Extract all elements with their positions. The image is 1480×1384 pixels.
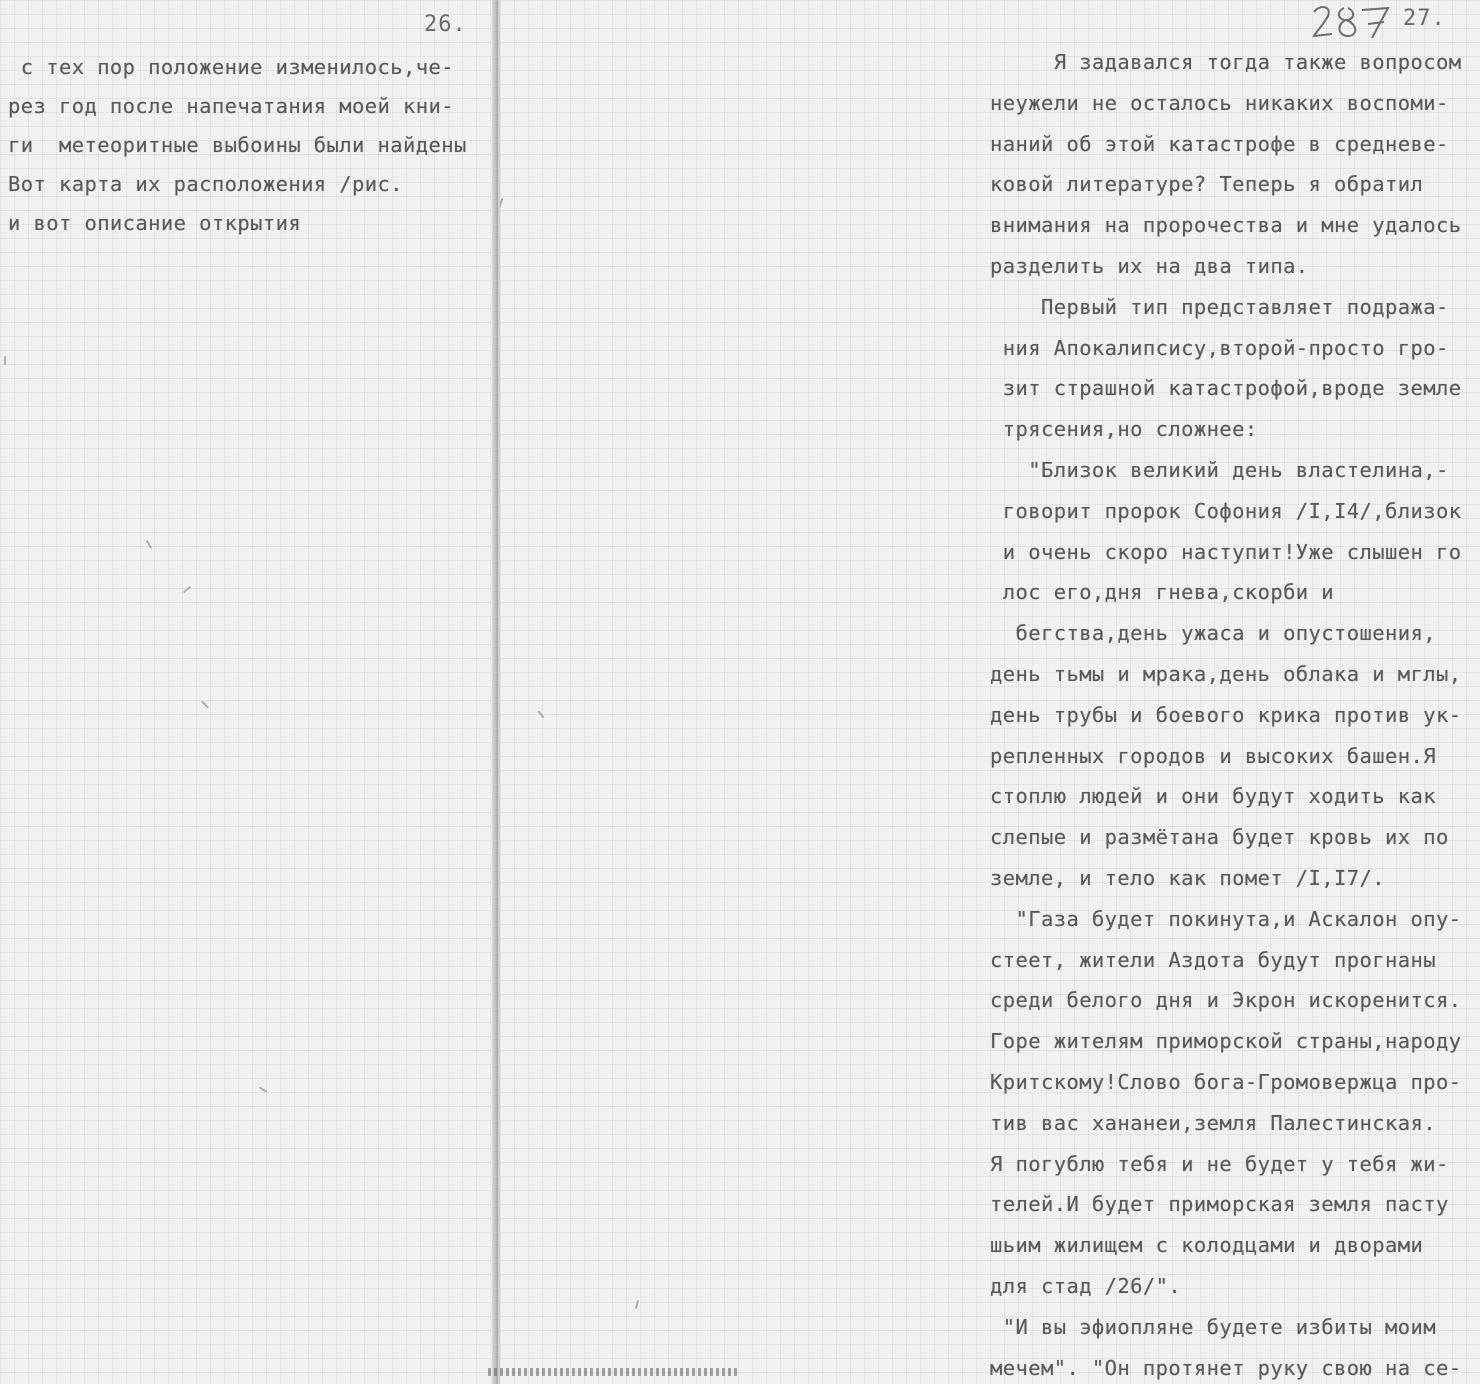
left-page-text [8,48,496,243]
text-line: слепые и размётана будет кровь их по [990,825,1449,850]
text-line: Первый тип представляет подража- [990,294,1449,319]
text-line: зит страшной катастрофой,вроде земле [990,376,1462,401]
left-page [0,0,496,1384]
text-line: телей.И будет приморская земля пасту [990,1192,1449,1217]
page-number-right: 27. [1403,6,1446,31]
text-line: день трубы и боевого крика против ук- [990,702,1462,727]
text-line: земле, и тело как помет /I,I7/. [990,865,1386,890]
page-number-left: 26. [424,12,467,37]
text-line: Критскому!Слово бога-Громовержца про- [990,1069,1462,1094]
speck [4,356,6,365]
text-line: и вот описание открытия [8,211,302,235]
text-line: ковой литературе? Теперь я обратил [990,172,1424,197]
text-line: "Газа будет покинута,и Аскалон опу- [990,906,1462,931]
text-line: бегства,день ужаса и опустошения, [990,621,1436,646]
text-line: день тьмы и мрака,день облака и мглы, [990,661,1462,686]
speck [259,1086,268,1092]
text-line: "Близок великий день властелина,- [990,457,1449,482]
text-line: тив вас хананеи,земля Палестинская. [990,1110,1436,1135]
ink-smudge [488,1368,738,1376]
text-line: стоплю людей и они будут ходить как [990,784,1436,809]
text-line: и очень скоро наступит!Уже слышен го [990,539,1462,564]
speck [183,586,191,593]
right-page [500,0,1480,1384]
text-line: внимания на пророчества и мне удалось [990,213,1462,238]
text-line: разделить их на два типа. [990,253,1309,278]
text-line: ния Апокалипсису,второй-просто гро- [990,335,1449,360]
text-line: наний об этой катастрофе в средневе- [990,131,1449,156]
text-line: стеет, жители Аздота будут прогнаны [990,947,1436,972]
speck [500,198,503,207]
text-line: для стад /26/". [990,1273,1182,1298]
speck [201,701,209,709]
archive-number-handwritten [1310,2,1392,42]
text-line: неужели не осталось никаких воспоми- [990,90,1449,115]
text-line: шьим жилищем с колодцами и дворами [990,1233,1424,1258]
text-line: Вот карта их расположения /рис. [8,172,404,196]
text-line: лос его,дня гнева,скорби и [990,580,1335,605]
text-line: с тех пор положение изменилось,че- [8,55,454,79]
text-line: трясения,но сложнее: [990,417,1258,442]
text-line: Я задавался тогда также вопросом [990,50,1462,74]
text-line: рез год после напечатания моей кни- [8,94,454,118]
text-line: репленных городов и высоких башен.Я [990,743,1436,768]
speck [635,1300,639,1309]
text-line: Горе жителям приморской страны,народу [990,1029,1462,1054]
text-line: "И вы эфиопляне будете избиты моим [990,1314,1436,1339]
text-line: ги метеоритные выбоины были найдены [8,133,467,157]
speck [537,710,544,718]
text-line: среди белого дня и Экрон искоренится. [990,988,1462,1013]
right-page-text [990,42,1478,1384]
archive-stamp [1310,2,1392,42]
speck [146,540,152,549]
text-line: Я погублю тебя и не будет у тебя жи- [990,1151,1449,1176]
text-line: говорит пророк Софония /I,I4/,близок [990,498,1462,523]
text-line: мечем". "Он протянет руку свою на се- [990,1355,1462,1380]
